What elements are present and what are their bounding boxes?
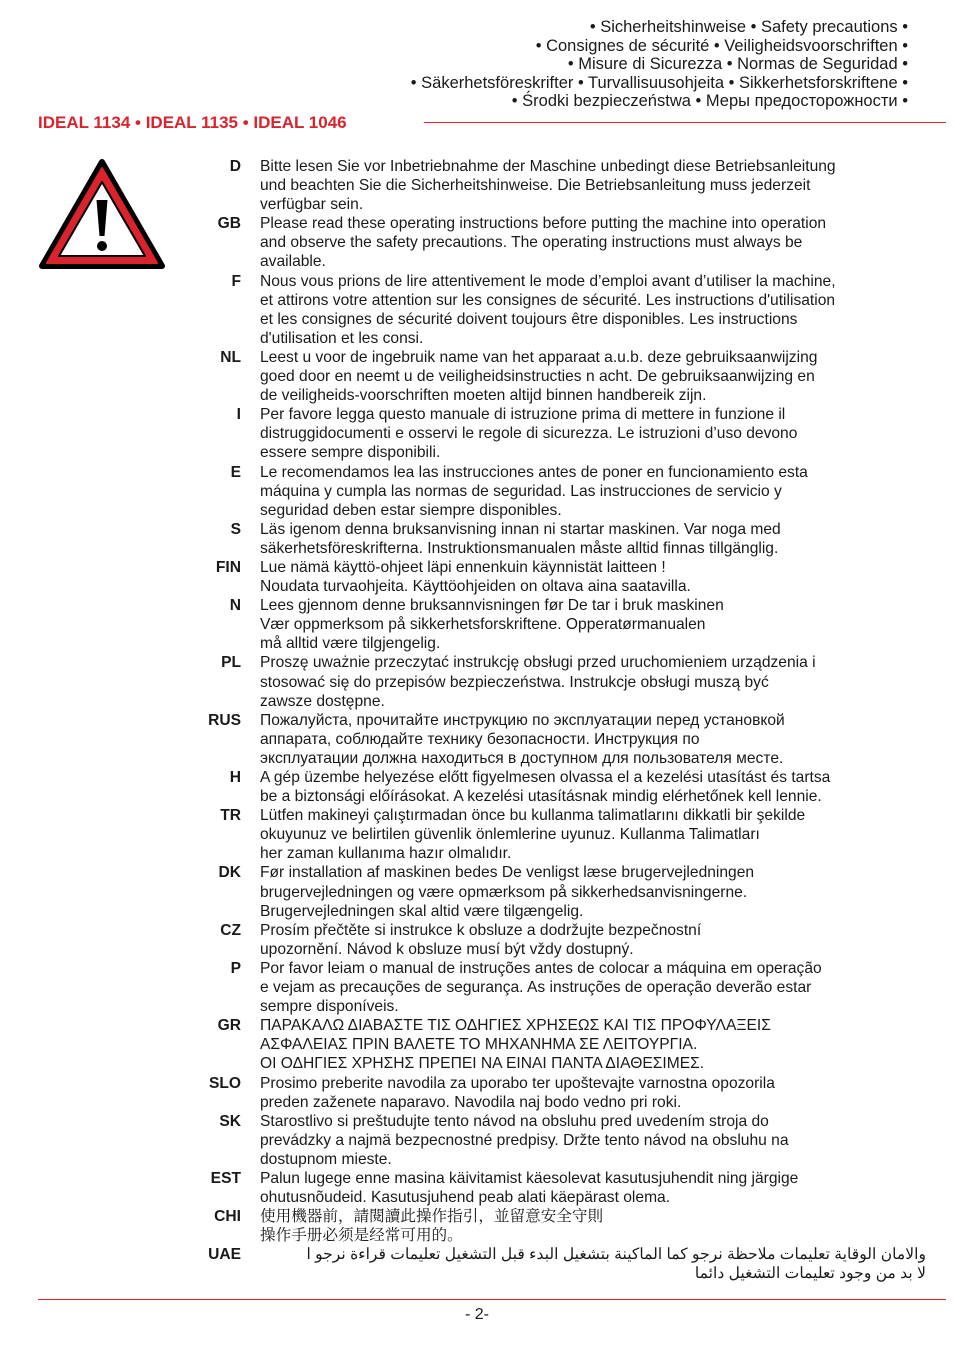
entry-nl <box>196 348 926 405</box>
language-code: D <box>229 158 241 175</box>
instruction-text: 使用機器前，請閱讀此操作指引，並留意安全守則 操作手册必须是经常可用的。 <box>260 1208 604 1245</box>
instruction-text: Bitte lesen Sie vor Inbetriebnahme der Maschine unbedingt diese Betriebsanleitung und beachten Sie die Sicherheitshinweise. Die Betriebsanleitung muss jederzeit verfügbar sein. <box>260 158 836 214</box>
entry-dk <box>196 863 926 920</box>
entry-s <box>196 520 926 558</box>
entry-h <box>196 768 926 806</box>
language-code: CHI <box>214 1208 241 1226</box>
entry-rus <box>196 711 926 768</box>
language-code: GR <box>217 1017 241 1035</box>
instruction-text: Le recomendamos lea las instrucciones antes de poner en funcionamiento esta máquina y cumpla las normas de seguridad. Las instrucciones de servicio y seguridad deben estar siempre disponibles. <box>260 463 808 519</box>
language-code: CZ <box>220 921 241 939</box>
language-code: GB <box>217 215 241 233</box>
header-line: • Consignes de sécurité • Veiligheidsvoorschriften • <box>535 36 908 55</box>
instruction-text: A gép üzembe helyezése előtt figyelmesen olvassa el a kezelési utasítást és tartsa be a biztonsági előírásokat. A kezelési utasításnak mindig elérhetőnek kell lennie. <box>260 769 831 806</box>
language-code: FIN <box>215 558 241 576</box>
language-code: SLO <box>208 1074 241 1092</box>
instruction-text: Per favore legga questo manuale di istruzione prima di mettere in funzione il distruggidocumenti e osservi le regole di sicurezza. Le istruzioni d’uso devono essere sempre disponibili. <box>260 406 798 462</box>
footer-divider <box>38 1299 946 1300</box>
entry-est <box>196 1169 926 1207</box>
entry-pl <box>196 653 926 710</box>
entry-fin <box>196 558 926 596</box>
entry-cz <box>196 921 926 959</box>
language-code: EST <box>210 1169 241 1187</box>
entry-tr <box>196 806 926 863</box>
instruction-text: Lütfen makineyi çalıştırmadan önce bu kullanma talimatlarını dikkatli bir şekilde okuyunuz ve belirtilen güvenlik önlemlerine uyunuz. Kullanma Talimatları her zaman kullanıma hazır olmalıdır. <box>260 807 806 863</box>
instruction-text: Пожалуйста, прочитайте инструкцию по эксплуатации перед установкой аппарата, соблюдайте технику безопасности. Инструкция по эксплуатации должна находиться в доступном для пользователя месте. <box>260 711 785 767</box>
language-code: P <box>230 959 241 977</box>
language-code: SK <box>219 1112 241 1130</box>
header-line: • Misure di Sicurezza • Normas de Seguridad • <box>567 55 908 74</box>
entry-p <box>196 959 926 1016</box>
language-code: NL <box>220 348 241 366</box>
instruction-text: Lees gjennom denne bruksannvisningen før De tar i bruk maskinen Vær oppmerksom på sikkerhetsforskriftene. Opperatørmanualen må alltid være tilgjengelig. <box>260 597 724 653</box>
entry-uae <box>196 1245 926 1283</box>
instruction-text: Palun lugege enne masina käivitamist käesolevat kasutusjuhendit ning järgige ohutusnõudeid. Kasutusjuhend peab alati käepärast olema. <box>260 1169 799 1207</box>
entry-gb <box>196 214 926 271</box>
instruction-text: Starostlivo si preštudujte tento návod na obsluhu pred uvedením stroja do prevádzky a najmä bezpecnostné predpisy. Držte tento návod na obsluhu na dostupnom mieste. <box>260 1112 789 1168</box>
instruction-text: ΠΑΡΑΚΑΛΩ ΔΙΑΒΑΣΤΕ ΤΙΣ ΟΔΗΓΙΕΣ ΧΡΗΣΕΩΣ ΚΑΙ ΤΙΣ ΠΡΟΦΥΛΑΞΕΙΣ ΑΣΦΑΛΕΙΑΣ ΠΡΙΝ ΒΑΛΕΤΕ ΤΟ ΜΗΧΑΝΗΜΑ ΣΕ ΛΕΙΤΟΥΡΓΙΑ. ΟΙ ΟΔΗΓΙΕΣ ΧΡΗΣΗΣ ΠΡΕΠΕΙ ΝΑ ΕΙΝΑΙ ΠΑΝΤΑ ΔΙΑΘΕΣΙΜΕΣ. <box>260 1017 771 1073</box>
entry-i <box>196 405 926 462</box>
page-number: - 2- <box>465 1306 489 1323</box>
warning-triangle-icon <box>38 158 166 272</box>
language-code: UAE <box>208 1246 241 1264</box>
language-code: DK <box>218 864 241 882</box>
instruction-text: Prosimo preberite navodila za uporabo ter upoštevajte varnostna opozorila preden zaženete naparavo. Navodila naj bodo vedno pri roki. <box>260 1074 775 1111</box>
instruction-text: Proszę uważnie przeczytać instrukcję obsługi przed uruchomieniem urządzenia i stosować się do przepisów bezpieczeństwa. Instrukcje obsługi muszą być zawsze dostępne. <box>260 654 816 710</box>
instruction-text: والامان الوقاية تعليمات ملاحظة نرجو كما الماكينة بتشغيل البدء قبل التشغيل تعليمات قراءة نرجو ا لا بد من وجود تعليمات التشغيل دائما <box>306 1246 926 1283</box>
language-instruction-list <box>196 157 926 1284</box>
model-title: IDEAL 1134 • IDEAL 1135 • IDEAL 1046 <box>38 113 347 132</box>
header-line: • Sicherheitshinweise • Safety precautions • <box>589 18 908 36</box>
instruction-text: Nous vous prions de lire attentivement le mode d’emploi avant d’utiliser la machine, et attirons votre attention sur les consignes de sécurité. Les instructions d'utilisation et les consignes de sécurité doivent toujours être disponibles. Les instructions d'utilisation et les consi. <box>260 272 836 347</box>
entry-sk <box>196 1112 926 1169</box>
safety-precautions-header <box>411 18 908 111</box>
entry-gr <box>196 1016 926 1073</box>
language-code: RUS <box>208 711 241 729</box>
entry-e <box>196 463 926 520</box>
language-code: N <box>229 597 241 615</box>
instruction-text: Por favor leiam o manual de instruções antes de colocar a máquina em operação e vejam as precauções de segurança. As instruções de operação deverão estar sempre disponíveis. <box>260 959 822 1016</box>
language-code: PL <box>221 654 241 672</box>
instruction-text: Prosím přečtěte si instrukce k obsluze a dodržujte bezpečnostní upozornění. Návod k obsluze musí být vždy dostupný. <box>260 921 702 958</box>
header-divider <box>424 122 946 123</box>
entry-n <box>196 596 926 653</box>
language-code: H <box>229 769 241 786</box>
header-line: • Säkerhetsföreskrifter • Turvallisuusohjeita • Sikkerhetsforskriftene • <box>410 73 908 92</box>
language-code: I <box>236 406 241 424</box>
instruction-text: Leest u voor de ingebruik name van het apparaat a.u.b. deze gebruiksaanwijzing goed door en neemt u de veiligheidsinstructies n acht. De gebruiksaanwijzing en de veiligheids-voorschriften moeten altijd binnen handbereik zijn. <box>260 348 818 405</box>
language-code: TR <box>220 807 241 825</box>
header-line: • Środki bezpieczeństwa • Меры предосторожности • <box>511 92 908 111</box>
entry-chi <box>196 1207 926 1245</box>
instruction-text: Läs igenom denna bruksanvisning innan ni startar maskinen. Var noga med säkerhetsföreskrifterna. Instruktionsmanualen måste alltid finnas tillgänglig. <box>260 520 781 557</box>
language-code: F <box>231 272 241 290</box>
instruction-text: Please read these operating instructions before putting the machine into operation and observe the safety precautions. The operating instructions must always be available. <box>260 215 827 271</box>
language-code: E <box>230 463 241 481</box>
instruction-text: Før installation af maskinen bedes De venligst læse brugervejledningen brugervejledningen og være opmærksom på sikkerhedsanvisningerne. Brugervejledningen skal altid være tilgængelig. <box>260 864 755 920</box>
instruction-text: Lue nämä käyttö-ohjeet läpi ennenkuin käynnistät laitteen ! Noudata turvaohjeita. Käyttöohjeiden on oltava aina saatavilla. <box>260 558 691 596</box>
entry-slo <box>196 1074 926 1112</box>
entry-f <box>196 272 926 348</box>
language-code: S <box>230 520 241 538</box>
entry-d <box>196 157 926 214</box>
